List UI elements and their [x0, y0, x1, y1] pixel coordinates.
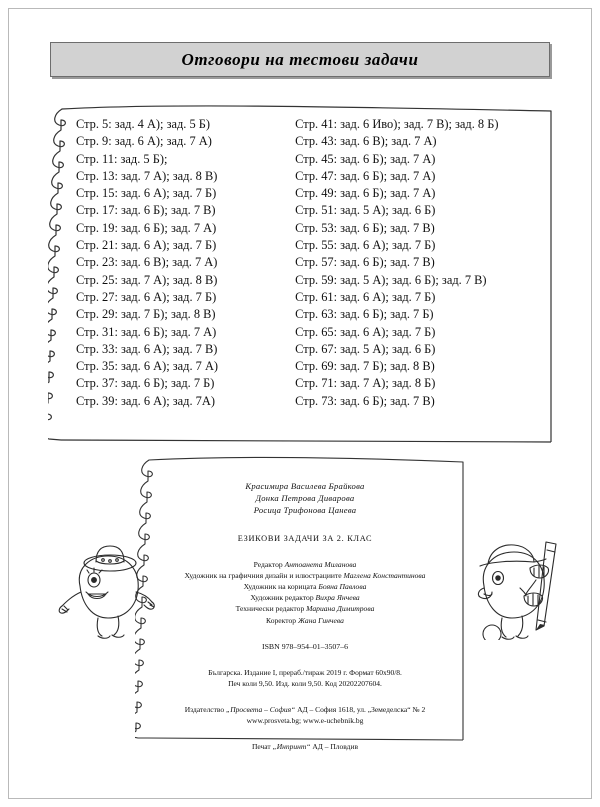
imprint-block	[157, 667, 453, 689]
author-name: Донка Петрова Диварова	[255, 493, 355, 504]
answer-line: Стр. 59: зад. 5 А); зад. 6 Б); зад. 7 В)	[295, 272, 487, 287]
answer-line: Стр. 73: зад. 6 Б); зад. 7 В)	[295, 393, 435, 408]
publisher-block	[157, 704, 453, 726]
colophon-box	[135, 452, 465, 751]
isbn: ISBN 978–954–01–3507–6	[262, 641, 348, 651]
credit-person: Бояна Павлова	[318, 582, 367, 592]
credit-person: Антоанета Миланова	[284, 559, 357, 569]
printer-prefix: Печат	[251, 741, 273, 751]
imprint-line-1: Българска. Издание I, прераб./тираж 2019 г. Формат 60х90/8.	[208, 667, 402, 677]
publisher-suffix: АД – София 1618, ул. „Земеделска“ № 2	[295, 704, 426, 714]
credit-line	[157, 581, 453, 592]
credit-line	[157, 570, 453, 581]
answer-line: Стр. 31: зад. 6 Б); зад. 7 А)	[76, 324, 217, 339]
answers-columns	[76, 116, 542, 410]
answer-line: Стр. 23: зад. 6 В); зад. 7 А)	[76, 255, 218, 270]
publisher-name: „Просвета – София“	[226, 704, 296, 714]
page-title: Отговори на тестови задачи	[181, 49, 419, 69]
credit-person: Жана Гинчева	[297, 615, 344, 625]
credit-role: Технически редактор	[235, 604, 307, 614]
credit-line	[157, 615, 453, 626]
answer-line: Стр. 17: зад. 6 Б); зад. 7 В)	[76, 203, 216, 218]
credit-role: Художник редактор	[250, 593, 316, 603]
credits-list	[157, 559, 453, 626]
credit-line	[157, 559, 453, 570]
answer-line: Стр. 55: зад. 6 А); зад. 7 Б)	[295, 238, 436, 253]
answer-line: Стр. 63: зад. 6 Б); зад. 7 Б)	[295, 307, 434, 322]
answer-line: Стр. 29: зад. 7 Б); зад. 8 В)	[76, 307, 216, 322]
printer-suffix: АД – Пловдив	[310, 741, 359, 751]
publisher-website[interactable]: www.prosveta.bg; www.e-uchebnik.bg	[246, 715, 364, 725]
answers-left-column	[76, 116, 295, 410]
credit-role: Художник на корицата	[243, 582, 319, 592]
answer-line: Стр. 51: зад. 5 А); зад. 6 Б)	[295, 203, 436, 218]
answer-line: Стр. 49: зад. 6 Б); зад. 7 А)	[295, 186, 436, 201]
answers-right-column	[295, 116, 542, 410]
printer-name: „Инпринт“	[272, 741, 311, 751]
answer-line: Стр. 43: зад. 6 В); зад. 7 А)	[295, 134, 437, 149]
publisher-address	[157, 704, 453, 715]
answer-line: Стр. 27: зад. 6 А); зад. 7 Б)	[76, 289, 217, 304]
answer-line: Стр. 15: зад. 6 А); зад. 7 Б)	[76, 186, 217, 201]
answers-box	[48, 100, 552, 444]
answer-line: Стр. 71: зад. 7 А); зад. 8 Б)	[295, 376, 436, 391]
answer-line: Стр. 33: зад. 6 А); зад. 7 В)	[76, 341, 218, 356]
author-name: Красимира Василева Брайкова	[245, 481, 365, 491]
answer-line: Стр. 57: зад. 6 Б); зад. 7 В)	[295, 255, 435, 270]
credit-line	[157, 592, 453, 603]
answer-line: Стр. 47: зад. 6 Б); зад. 7 А)	[295, 168, 436, 183]
answer-line: Стр. 19: зад. 6 Б); зад. 7 А)	[76, 220, 217, 235]
credit-role: Редактор	[253, 559, 285, 569]
answer-line: Стр. 25: зад. 7 А); зад. 8 В)	[76, 272, 218, 287]
answer-line: Стр. 35: зад. 6 А); зад. 7 А)	[76, 359, 219, 374]
answer-line: Стр. 39: зад. 6 А); зад. 7А)	[76, 393, 215, 408]
printer-line	[157, 742, 453, 751]
answer-line: Стр. 9: зад. 6 А); зад. 7 А)	[76, 134, 212, 149]
answer-line: Стр. 65: зад. 6 А); зад. 7 Б)	[295, 324, 436, 339]
credit-person: Мариана Димитрова	[306, 604, 375, 614]
answer-line: Стр. 5: зад. 4 А); зад. 5 Б)	[76, 117, 211, 131]
credit-role: Художник на графичния дизайн и илюстрациите	[184, 570, 344, 580]
credit-person: Маглена Константинова	[343, 570, 426, 580]
credit-person: Вихра Янчева	[315, 593, 360, 603]
imprint-line-2: Печ коли 9,50. Изд. коли 9,50. Код 20202207604.	[228, 678, 382, 688]
answer-line: Стр. 53: зад. 6 Б); зад. 7 В)	[295, 220, 435, 235]
answer-line: Стр. 11: зад. 5 Б);	[76, 151, 168, 166]
answer-line: Стр. 37: зад. 6 Б); зад. 7 Б)	[76, 376, 215, 391]
answer-line: Стр. 61: зад. 6 А); зад. 7 Б)	[295, 289, 436, 304]
authors-list	[157, 480, 453, 517]
book-title: ЕЗИКОВИ ЗАДАЧИ ЗА 2. КЛАС	[237, 533, 373, 543]
cartoon-character-with-hat-icon	[58, 540, 156, 640]
credit-role: Коректор	[266, 615, 298, 625]
answer-line: Стр. 41: зад. 6 Иво); зад. 7 В); зад. 8 Б)	[295, 117, 499, 131]
page-title-banner	[50, 42, 550, 77]
author-name: Росица Трифонова Цанева	[253, 505, 357, 516]
answer-line: Стр. 45: зад. 6 Б); зад. 7 А)	[295, 151, 436, 166]
answer-line: Стр. 67: зад. 5 А); зад. 6 Б)	[295, 341, 436, 356]
answer-line: Стр. 69: зад. 7 Б); зад. 8 В)	[295, 359, 435, 374]
answer-line: Стр. 21: зад. 6 А); зад. 7 Б)	[76, 238, 217, 253]
cartoon-character-with-pencil-icon	[468, 538, 576, 640]
credit-line	[157, 603, 453, 614]
answer-line: Стр. 13: зад. 7 А); зад. 8 В)	[76, 168, 218, 183]
publisher-prefix: Издателство	[184, 704, 227, 714]
